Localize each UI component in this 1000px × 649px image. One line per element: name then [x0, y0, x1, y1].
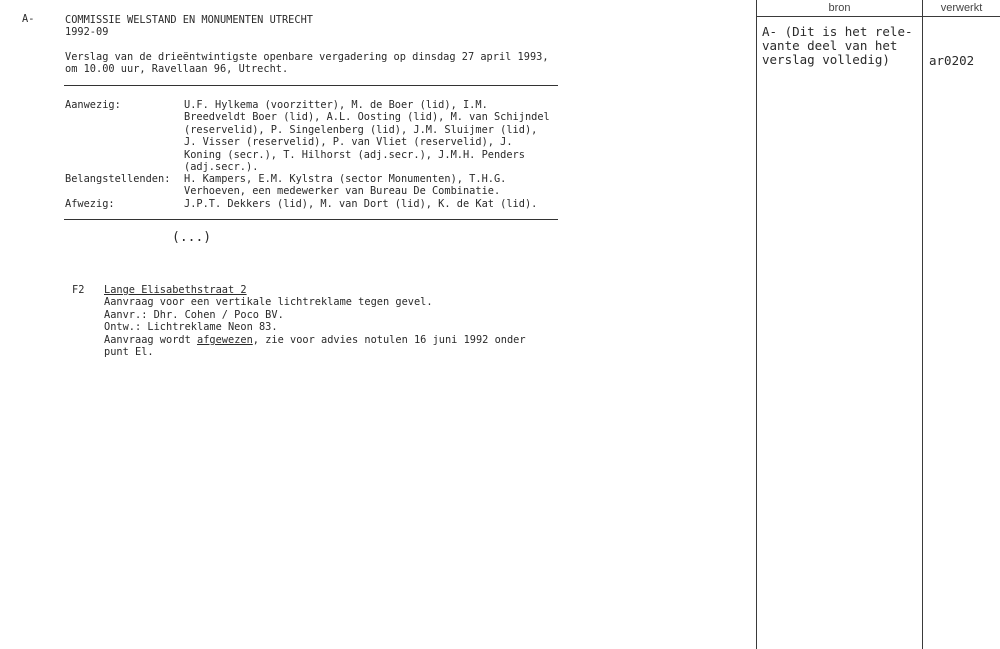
decision-rejected: afgewezen [197, 334, 253, 346]
document-title: COMMISSIE WELSTAND EN MONUMENTEN UTRECHT [65, 14, 313, 26]
item-line-4-post: , zie voor advies notulen 16 juni 1992 onder [252, 334, 526, 346]
omission-ellipsis: (...) [172, 230, 212, 245]
present-line-5: Koning (secr.), T. Hilhorst (adj.secr.), J.M.H. Penders [184, 149, 525, 161]
attendance-rule [64, 219, 558, 220]
item-line-4 [104, 334, 526, 347]
document-number: 1992-09 [65, 26, 109, 38]
present-line-6: (adj.secr.). [184, 161, 259, 173]
verwerkt-code: ar0202 [929, 53, 975, 68]
bron-note-line-3: verslag volledig) [762, 52, 890, 67]
item-line-4-pre: Aanvraag wordt [104, 334, 197, 346]
verwerkt-column-border [922, 0, 923, 649]
absent-label: Afwezig: [65, 198, 115, 210]
bron-note-line-2: vante deel van het [762, 38, 898, 53]
margin-marker: A- [22, 13, 35, 25]
verwerkt-header: verwerkt [940, 2, 983, 14]
item-code: F2 [72, 284, 85, 296]
intro-line-1: Verslag van de drieëntwintigste openbare vergadering op dinsdag 27 april 1993, [65, 51, 549, 63]
present-line-4: J. Visser (reservelid), P. van Vliet (reservelid), J. [184, 136, 513, 148]
intro-line-2: om 10.00 uur, Ravellaan 96, Utrecht. [65, 63, 289, 75]
absent-line: J.P.T. Dekkers (lid), M. van Dort (lid), K. de Kat (lid). [184, 198, 538, 210]
stakeholders-label: Belangstellenden: [65, 173, 171, 185]
item-line-2: Aanvr.: Dhr. Cohen / Poco BV. [104, 309, 284, 321]
item-line-5: punt El. [104, 346, 154, 358]
header-rule [64, 85, 558, 86]
present-line-2: Breedveldt Boer (lid), A.L. Oosting (lid), M. van Schijndel [184, 111, 550, 123]
stakeholders-line-1: H. Kampers, E.M. Kylstra (sector Monumenten), T.H.G. [184, 173, 507, 185]
stakeholders-line-2: Verhoeven, een medewerker van Bureau De Combinatie. [184, 185, 501, 197]
bron-column-border [756, 0, 757, 649]
item-address: Lange Elisabethstraat 2 [104, 284, 247, 296]
bron-header: bron [828, 2, 851, 14]
item-line-3: Ontw.: Lichtreklame Neon 83. [104, 321, 278, 333]
sidebar-header-rule [756, 16, 1000, 17]
item-line-1: Aanvraag voor een vertikale lichtreklame tegen gevel. [104, 296, 433, 308]
present-label: Aanwezig: [65, 99, 121, 111]
present-line-3: (reservelid), P. Singelenberg (lid), J.M. Sluijmer (lid), [184, 124, 538, 136]
bron-note-line-1: A- (Dit is het rele- [762, 24, 913, 39]
present-line-1: U.F. Hylkema (voorzitter), M. de Boer (lid), I.M. [184, 99, 488, 111]
